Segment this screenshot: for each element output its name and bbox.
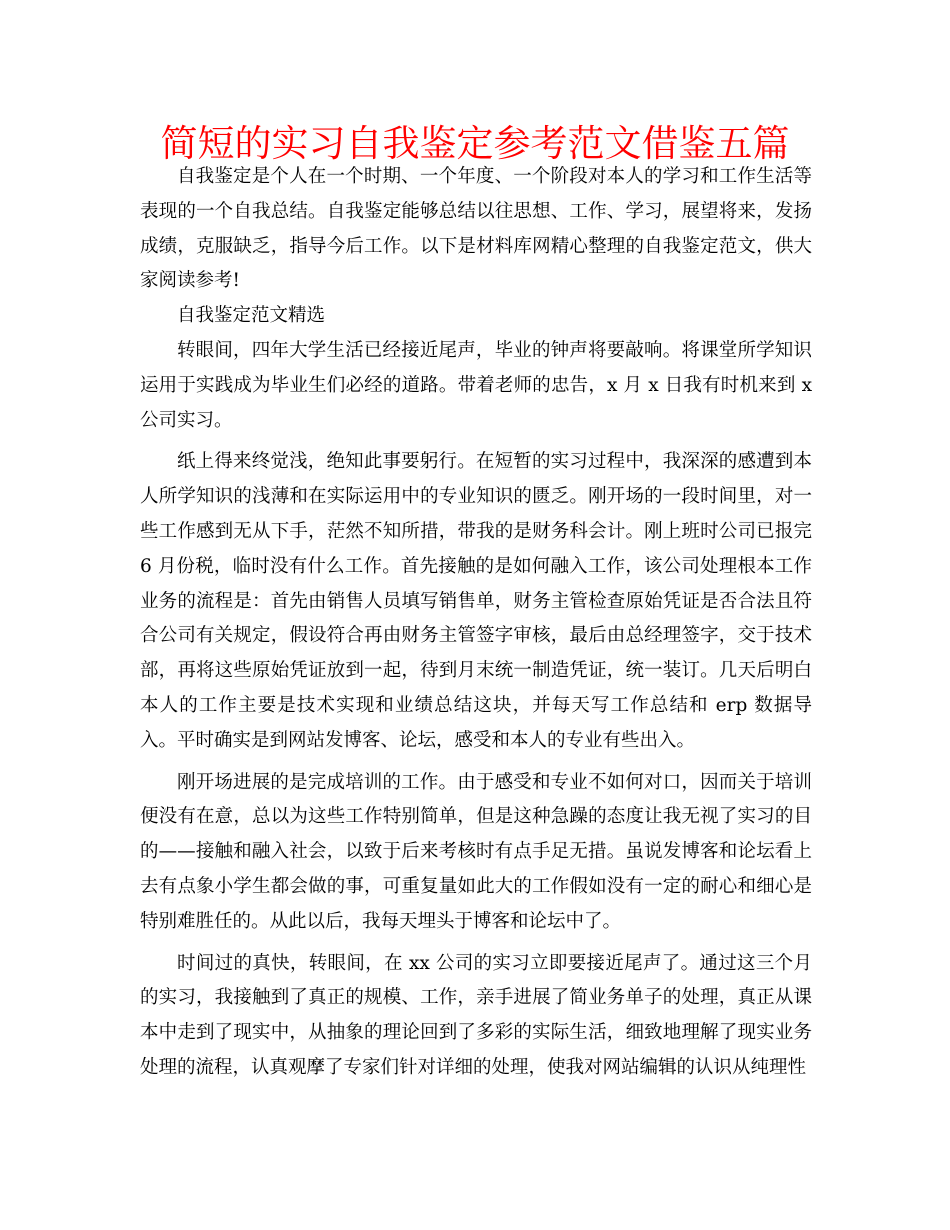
- document-body: [140, 160, 812, 1086]
- paragraph-2: 纸上得来终觉浅，绝知此事要躬行。在短暂的实习过程中，我深深的感遭到本人所学知识的浅薄和在实际运用中的专业知识的匮乏。刚开场的一段时间里，对一些工作感到无从下手，茫然不知所措，带我的是财务科会计。刚上班时公司已报完 6 月份税，临时没有什么工作。首先接触的是如何融入工作，该公司处理根本工作业务的流程是：首先由销售人员填写销售单，财务主管检查原始凭证是否合法且符合公司有关规定，假设符合再由财务主管签字审核，最后由总经理签字，交于技术部，再将这些原始凭证放到一起，待到月末统一制造凭证，统一装订。几天后明白本人的工作主要是技术实现和业绩总结这块，并每天写工作总结和 erp 数据导入。平时确实是到网站发博客、论坛，感受和本人的专业有些出入。: [140, 451, 812, 751]
- paragraph-intro: 自我鉴定是个人在一个时期、一个年度、一个阶段对本人的学习和工作生活等表现的一个自我总结。自我鉴定能够总结以往思想、工作、学习，展望将来，发扬成绩，克服缺乏，指导今后工作。以下是材料库网精心整理的自我鉴定范文，供大家阅读参考!: [140, 166, 812, 292]
- paragraph-3: 刚开场进展的是完成培训的工作。由于感受和专业不如何对口，因而关于培训便没有在意，总以为这些工作特别简单，但是这种急躁的态度让我无视了实习的目的——接触和融入社会，以致于后来考核时有点手足无措。虽说发博客和论坛看上去有点象小学生都会做的事，可重复量如此大的工作假如没有一定的耐心和细心是特别难胜任的。从此以后，我每天埋头于博客和论坛中了。: [140, 771, 812, 932]
- paragraph-section-heading: 自我鉴定范文精选: [177, 305, 326, 327]
- paragraph-1: 转眼间，四年大学生活已经接近尾声，毕业的钟声将要敲响。将课堂所学知识运用于实践成为毕业生们必经的道路。带着老师的忠告，x 月 x 日我有时机来到 x 公司实习。: [140, 339, 812, 431]
- document-title: 简短的实习自我鉴定参考范文借鉴五篇: [160, 122, 790, 165]
- paragraph-4: 时间过的真快，转眼间，在 xx 公司的实习立即要接近尾声了。通过这三个月的实习，我接触到了真正的规模、工作，亲手进展了简业务单子的处理，真正从课本中走到了现实中，从抽象的理论回到了多彩的实际生活，细致地理解了现实业务处理的流程，认真观摩了专家们针对详细的处理，使我对网站编辑的认识从纯理性: [140, 952, 812, 1078]
